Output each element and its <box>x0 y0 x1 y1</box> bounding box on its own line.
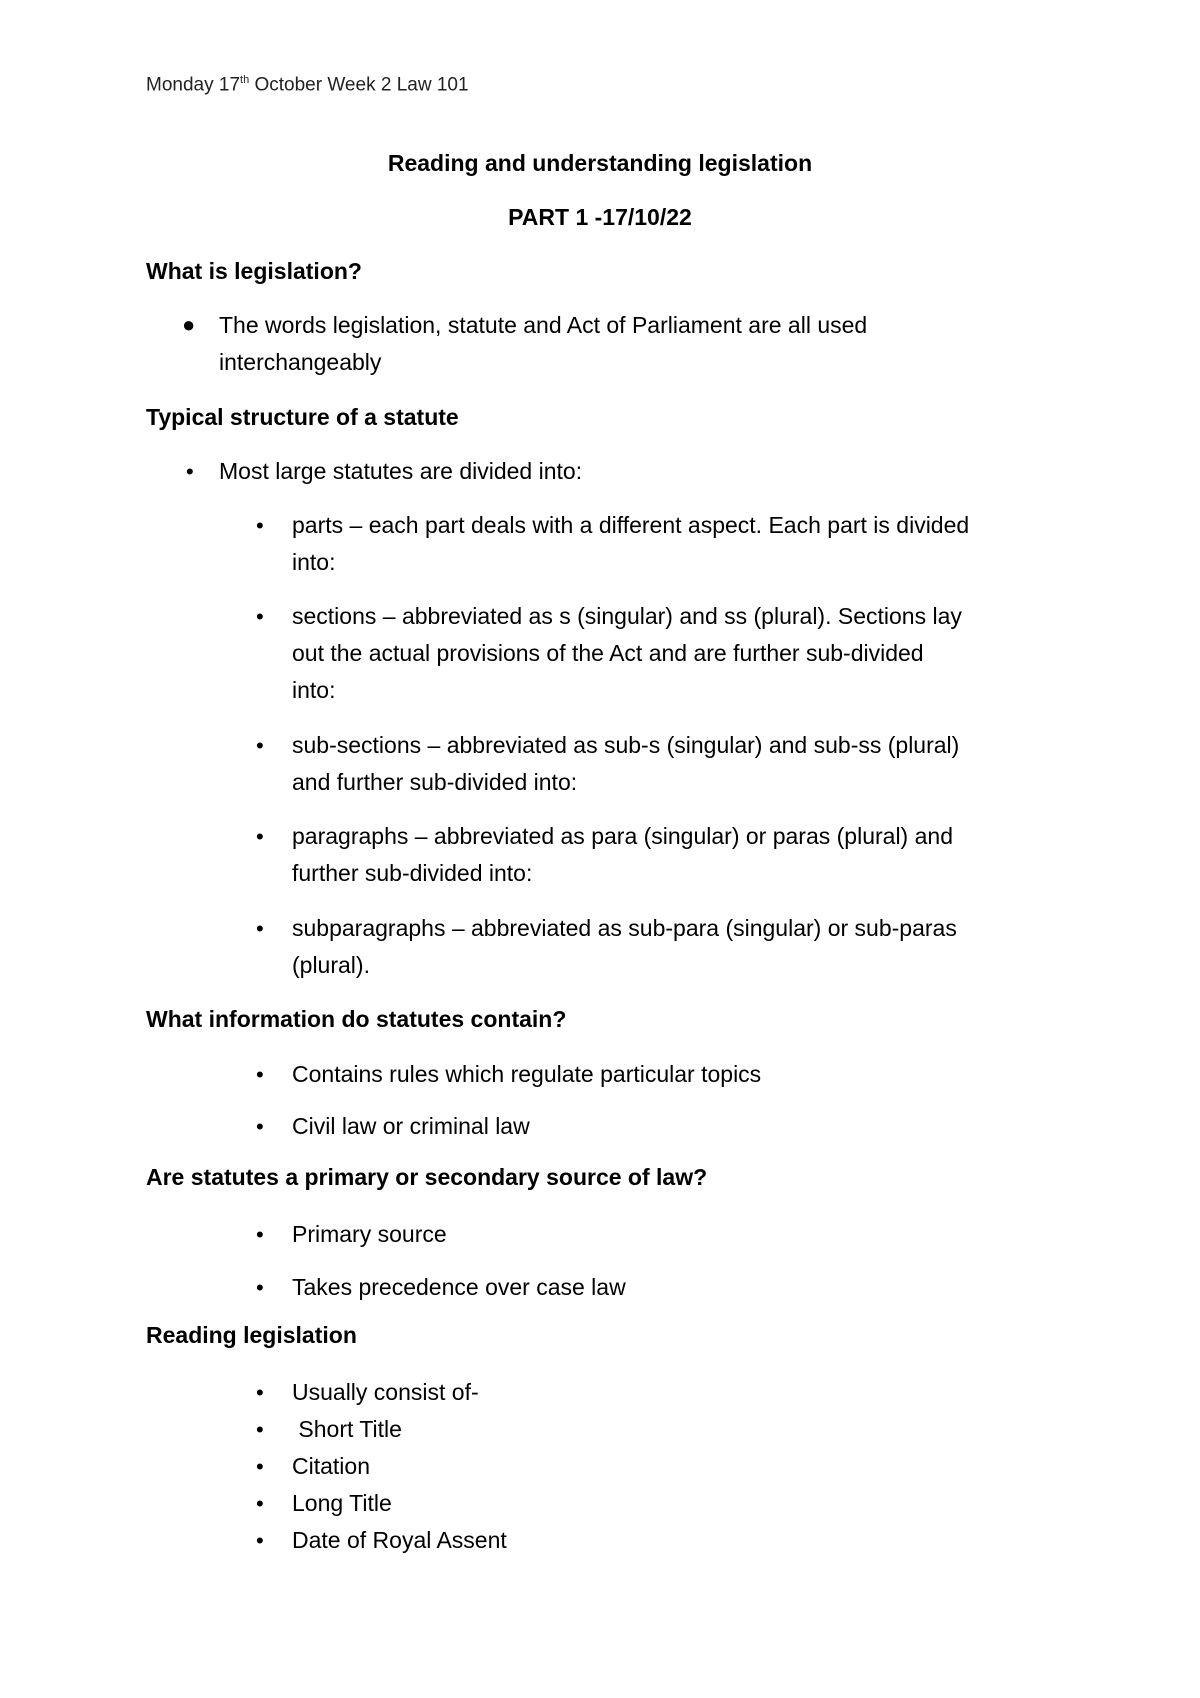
bullet-icon: • <box>256 824 264 849</box>
section-heading-source-of-law: Are statutes a primary or secondary source of law? <box>146 1164 708 1190</box>
list-item-line: into: <box>292 677 336 703</box>
list-item-line: interchangeably <box>219 349 382 375</box>
sub-list-item <box>292 598 962 709</box>
page-header <box>146 74 469 96</box>
sub-list-item <box>292 1216 447 1253</box>
header-ordinal-suffix: th <box>240 74 250 86</box>
list-item-line: further sub-divided into: <box>292 860 533 886</box>
list-item-line: parts – each part deals with a different aspect. Each part is divided <box>292 512 970 538</box>
list-item-line: (plural). <box>292 952 370 978</box>
sub-list-item <box>292 818 953 892</box>
list-item-line: paragraphs – abbreviated as para (singular) or paras (plural) and <box>292 823 953 849</box>
list-item-line: out the actual provisions of the Act and are further sub-divided <box>292 640 924 666</box>
list-item-line: sections – abbreviated as s (singular) and ss (plural). Sections lay <box>292 603 962 629</box>
bullet-icon: • <box>256 1114 264 1139</box>
bullet-icon: • <box>256 1062 264 1087</box>
bullet-icon: • <box>256 1454 264 1479</box>
bullet-icon: • <box>256 916 264 941</box>
list-item <box>219 307 867 381</box>
list-item-line: into: <box>292 549 336 575</box>
bullet-icon: • <box>186 459 194 484</box>
list-item-line: Civil law or criminal law <box>292 1113 530 1139</box>
bullet-icon: • <box>256 733 264 758</box>
part-title: PART 1 -17/10/22 <box>508 204 692 230</box>
sub-list-item: Short Title <box>292 1416 402 1442</box>
section-heading-structure: Typical structure of a statute <box>146 404 459 430</box>
sub-list-item <box>292 507 969 581</box>
bullet-icon: • <box>256 604 264 629</box>
list-item-line: Takes precedence over case law <box>292 1274 626 1300</box>
bullet-icon: • <box>256 1380 264 1405</box>
bullet-icon: ● <box>182 312 196 337</box>
section-heading-what-is-legislation: What is legislation? <box>146 258 362 284</box>
bullet-icon: • <box>256 1222 264 1247</box>
list-item-line: subparagraphs – abbreviated as sub-para (singular) or sub-paras <box>292 915 957 941</box>
bullet-icon: • <box>256 513 264 538</box>
sub-list-item <box>292 1269 626 1306</box>
document-title: Reading and understanding legislation <box>387 150 813 176</box>
bullet-icon: • <box>256 1491 264 1516</box>
section-heading-information: What information do statutes contain? <box>146 1006 567 1032</box>
sub-list-item: Long Title <box>292 1490 392 1516</box>
section-heading-reading-legislation: Reading legislation <box>146 1322 357 1348</box>
sub-list-item: Date of Royal Assent <box>292 1527 507 1553</box>
bullet-icon: • <box>256 1417 264 1442</box>
list-item-line: Primary source <box>292 1221 447 1247</box>
list-item-line: and further sub-divided into: <box>292 769 578 795</box>
list-item-line: sub-sections – abbreviated as sub-s (singular) and sub-ss (plural) <box>292 732 960 758</box>
sub-list-item <box>292 1108 530 1145</box>
bullet-icon: • <box>256 1275 264 1300</box>
list-item <box>219 453 582 490</box>
list-item-line: The words legislation, statute and Act of Parliament are all used <box>219 312 868 338</box>
list-item-line: Contains rules which regulate particular topics <box>292 1061 762 1087</box>
sub-list-item <box>292 727 959 801</box>
bullet-icon: • <box>256 1528 264 1553</box>
sub-list-item: Usually consist of- <box>292 1379 479 1405</box>
header-course: October Week 2 Law 101 <box>249 74 469 96</box>
list-item-line: Most large statutes are divided into: <box>219 458 583 484</box>
sub-list-item <box>292 1056 761 1093</box>
header-date: Monday 17 <box>146 74 241 96</box>
sub-list-item: Citation <box>292 1453 370 1479</box>
sub-list-item <box>292 910 957 984</box>
